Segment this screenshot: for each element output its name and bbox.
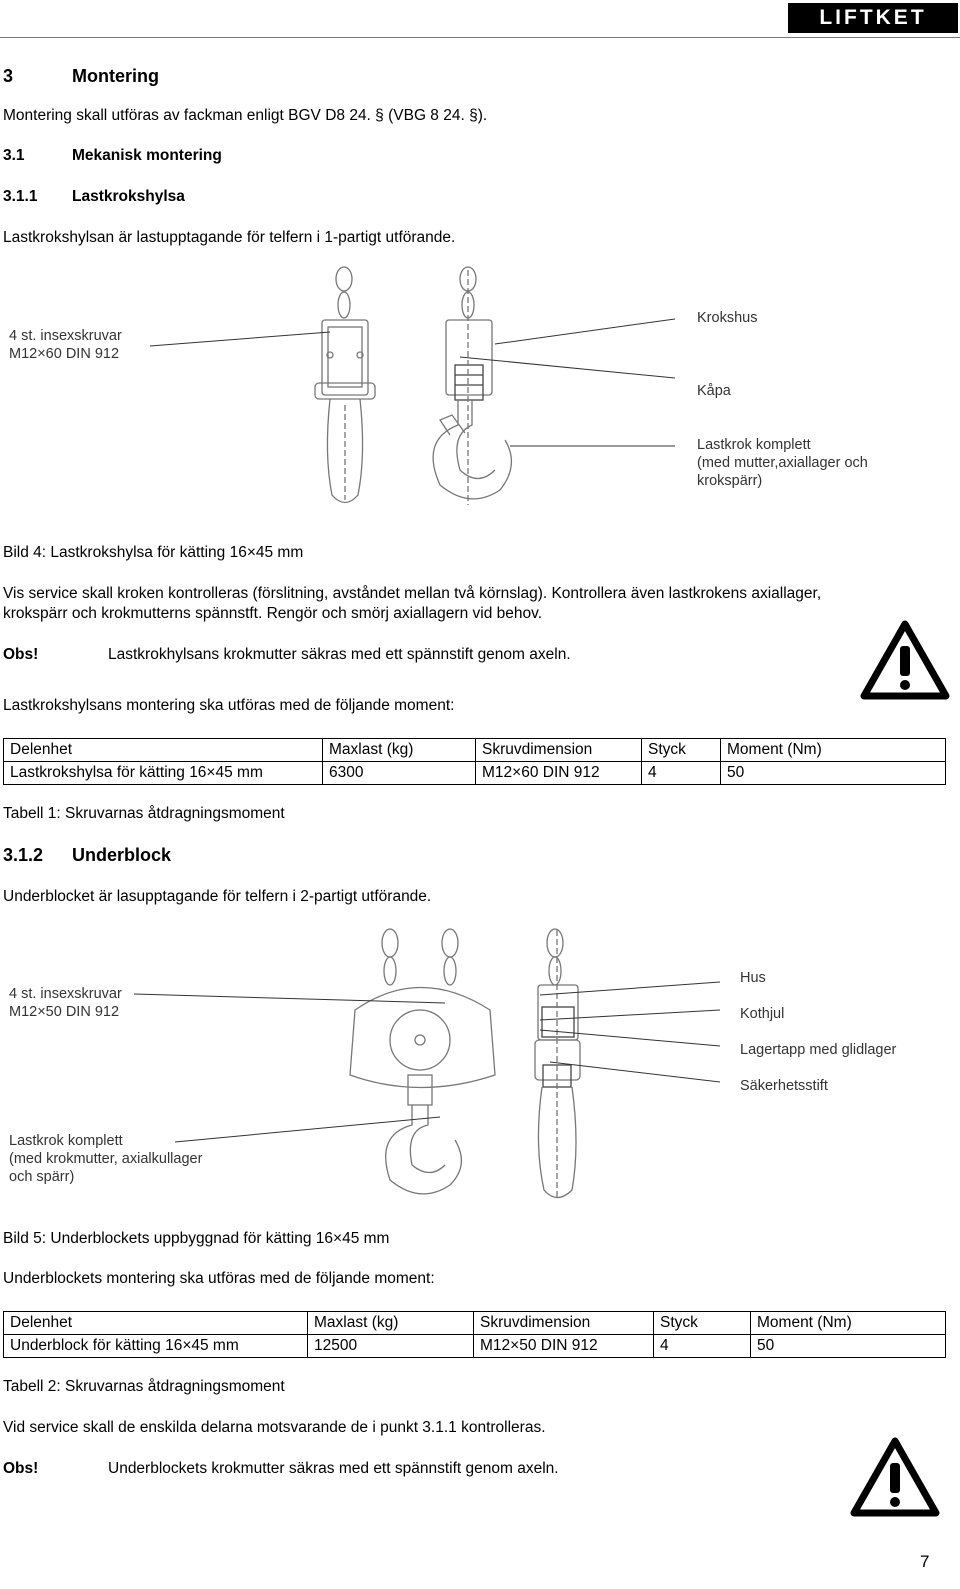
table-header-cell: Skruvdimension: [474, 1312, 654, 1335]
fig2-label-housing: Hus: [740, 970, 766, 986]
table-row: [4, 1312, 946, 1335]
table-cell: M12×60 DIN 912: [476, 762, 642, 785]
section-intro: Montering skall utföras av fackman enligt BGV D8 24. § (VBG 8 24. §).: [3, 107, 488, 124]
liftket-logo: LIFTKET: [788, 3, 958, 33]
fig2-label-hook-detail-2: och spärr): [9, 1169, 75, 1185]
obs1-text: Lastkrokhylsans krokmutter säkras med ett spännstift genom axeln.: [108, 646, 571, 663]
table-header-cell: Maxlast (kg): [308, 1312, 474, 1335]
figure2-caption: Bild 5: Underblockets uppbyggnad för kätting 16×45 mm: [3, 1230, 390, 1247]
fig2-label-sprocket: Kothjul: [740, 1006, 785, 1022]
section312-number: 3.1.2: [3, 845, 44, 865]
obs2-label: Obs!: [3, 1460, 39, 1477]
subsubsection-title: Lastkrokshylsa: [72, 188, 185, 205]
moment-intro-2: Underblockets montering ska utföras med de följande moment:: [3, 1270, 435, 1287]
table-header-cell: Skruvdimension: [476, 739, 642, 762]
fig1-label-screws: 4 st. insexskruvar: [9, 328, 122, 344]
table-cell: 4: [654, 1335, 751, 1358]
fig2-label-bearing-pin: Lagertapp med glidlager: [740, 1042, 897, 1058]
fig2-label-safety-pin: Säkerhetsstift: [740, 1078, 828, 1094]
service-text-3: Vid service skall de enskilda delarna motsvarande de i punkt 3.1.1 kontrolleras.: [3, 1419, 546, 1436]
table-header-cell: Moment (Nm): [751, 1312, 946, 1335]
table-cell: Lastkrokshylsa för kätting 16×45 mm: [4, 762, 323, 785]
table-cell: M12×50 DIN 912: [474, 1335, 654, 1358]
subsection-number: 3.1: [3, 147, 25, 164]
table-header-cell: Styck: [642, 739, 721, 762]
table-cell: 4: [642, 762, 721, 785]
table-header-cell: Maxlast (kg): [323, 739, 476, 762]
table-header-cell: Styck: [654, 1312, 751, 1335]
subsubsection-number: 3.1.1: [3, 188, 38, 205]
fig1-label-housing: Krokshus: [697, 310, 758, 326]
subsection-title: Mekanisk montering: [72, 147, 222, 164]
fig1-label-screws-spec: M12×60 DIN 912: [9, 346, 120, 362]
fig2-label-hook-detail: (med krokmutter, axialkullager: [9, 1151, 203, 1167]
table-cell: 50: [751, 1335, 946, 1358]
table-header-cell: Delenhet: [4, 1312, 308, 1335]
fig2-label-hook: Lastkrok komplett: [9, 1133, 123, 1149]
section312-text: Underblocket är lasupptagande för telfern i 2-partigt utförande.: [3, 888, 432, 905]
fig1-label-hook-detail-2: krokspärr): [697, 473, 763, 489]
section-title: Montering: [72, 66, 159, 86]
service-text-line1: Vis service skall kroken kontrolleras (förslitning, avståndet mellan två körnslag). Kontrollera även lastkrokens axiallager,: [3, 585, 822, 602]
fig1-label-hook: Lastkrok komplett: [697, 437, 811, 453]
warning-icon: [850, 1437, 940, 1517]
table2-caption: Tabell 2: Skruvarnas åtdragningsmoment: [3, 1378, 285, 1395]
figure1-caption: Bild 4: Lastkrokshylsa för kätting 16×45 mm: [3, 544, 304, 561]
fig2-label-screws: 4 st. insexskruvar: [9, 986, 122, 1002]
table-header-cell: Moment (Nm): [721, 739, 946, 762]
table2: [3, 1311, 946, 1358]
moment-intro-1: Lastkrokshylsans montering ska utföras med de följande moment:: [3, 697, 455, 714]
table1-caption: Tabell 1: Skruvarnas åtdragningsmoment: [3, 805, 285, 822]
table-cell: 12500: [308, 1335, 474, 1358]
fig1-label-cover: Kåpa: [697, 383, 731, 399]
fig1-label-hook-detail: (med mutter,axiallager och: [697, 455, 868, 471]
page-number: 7: [920, 1552, 930, 1571]
obs1-label: Obs!: [3, 646, 39, 663]
section-number: 3: [3, 66, 14, 86]
table-row: [4, 1335, 946, 1358]
table-cell: Underblock för kätting 16×45 mm: [4, 1335, 308, 1358]
table-cell: 50: [721, 762, 946, 785]
table-cell: 6300: [323, 762, 476, 785]
subsubsection-text: Lastkrokshylsan är lastupptagande för telfern i 1-partigt utförande.: [3, 229, 456, 246]
fig2-label-screws-spec: M12×50 DIN 912: [9, 1004, 120, 1020]
obs2-text: Underblockets krokmutter säkras med ett spännstift genom axeln.: [108, 1460, 559, 1477]
table-header-cell: Delenhet: [4, 739, 323, 762]
section312-title: Underblock: [72, 845, 172, 865]
service-text-line2: krokspärr och krokmutterns spännstft. Rengör och smörj axiallagern vid behov.: [3, 605, 543, 622]
